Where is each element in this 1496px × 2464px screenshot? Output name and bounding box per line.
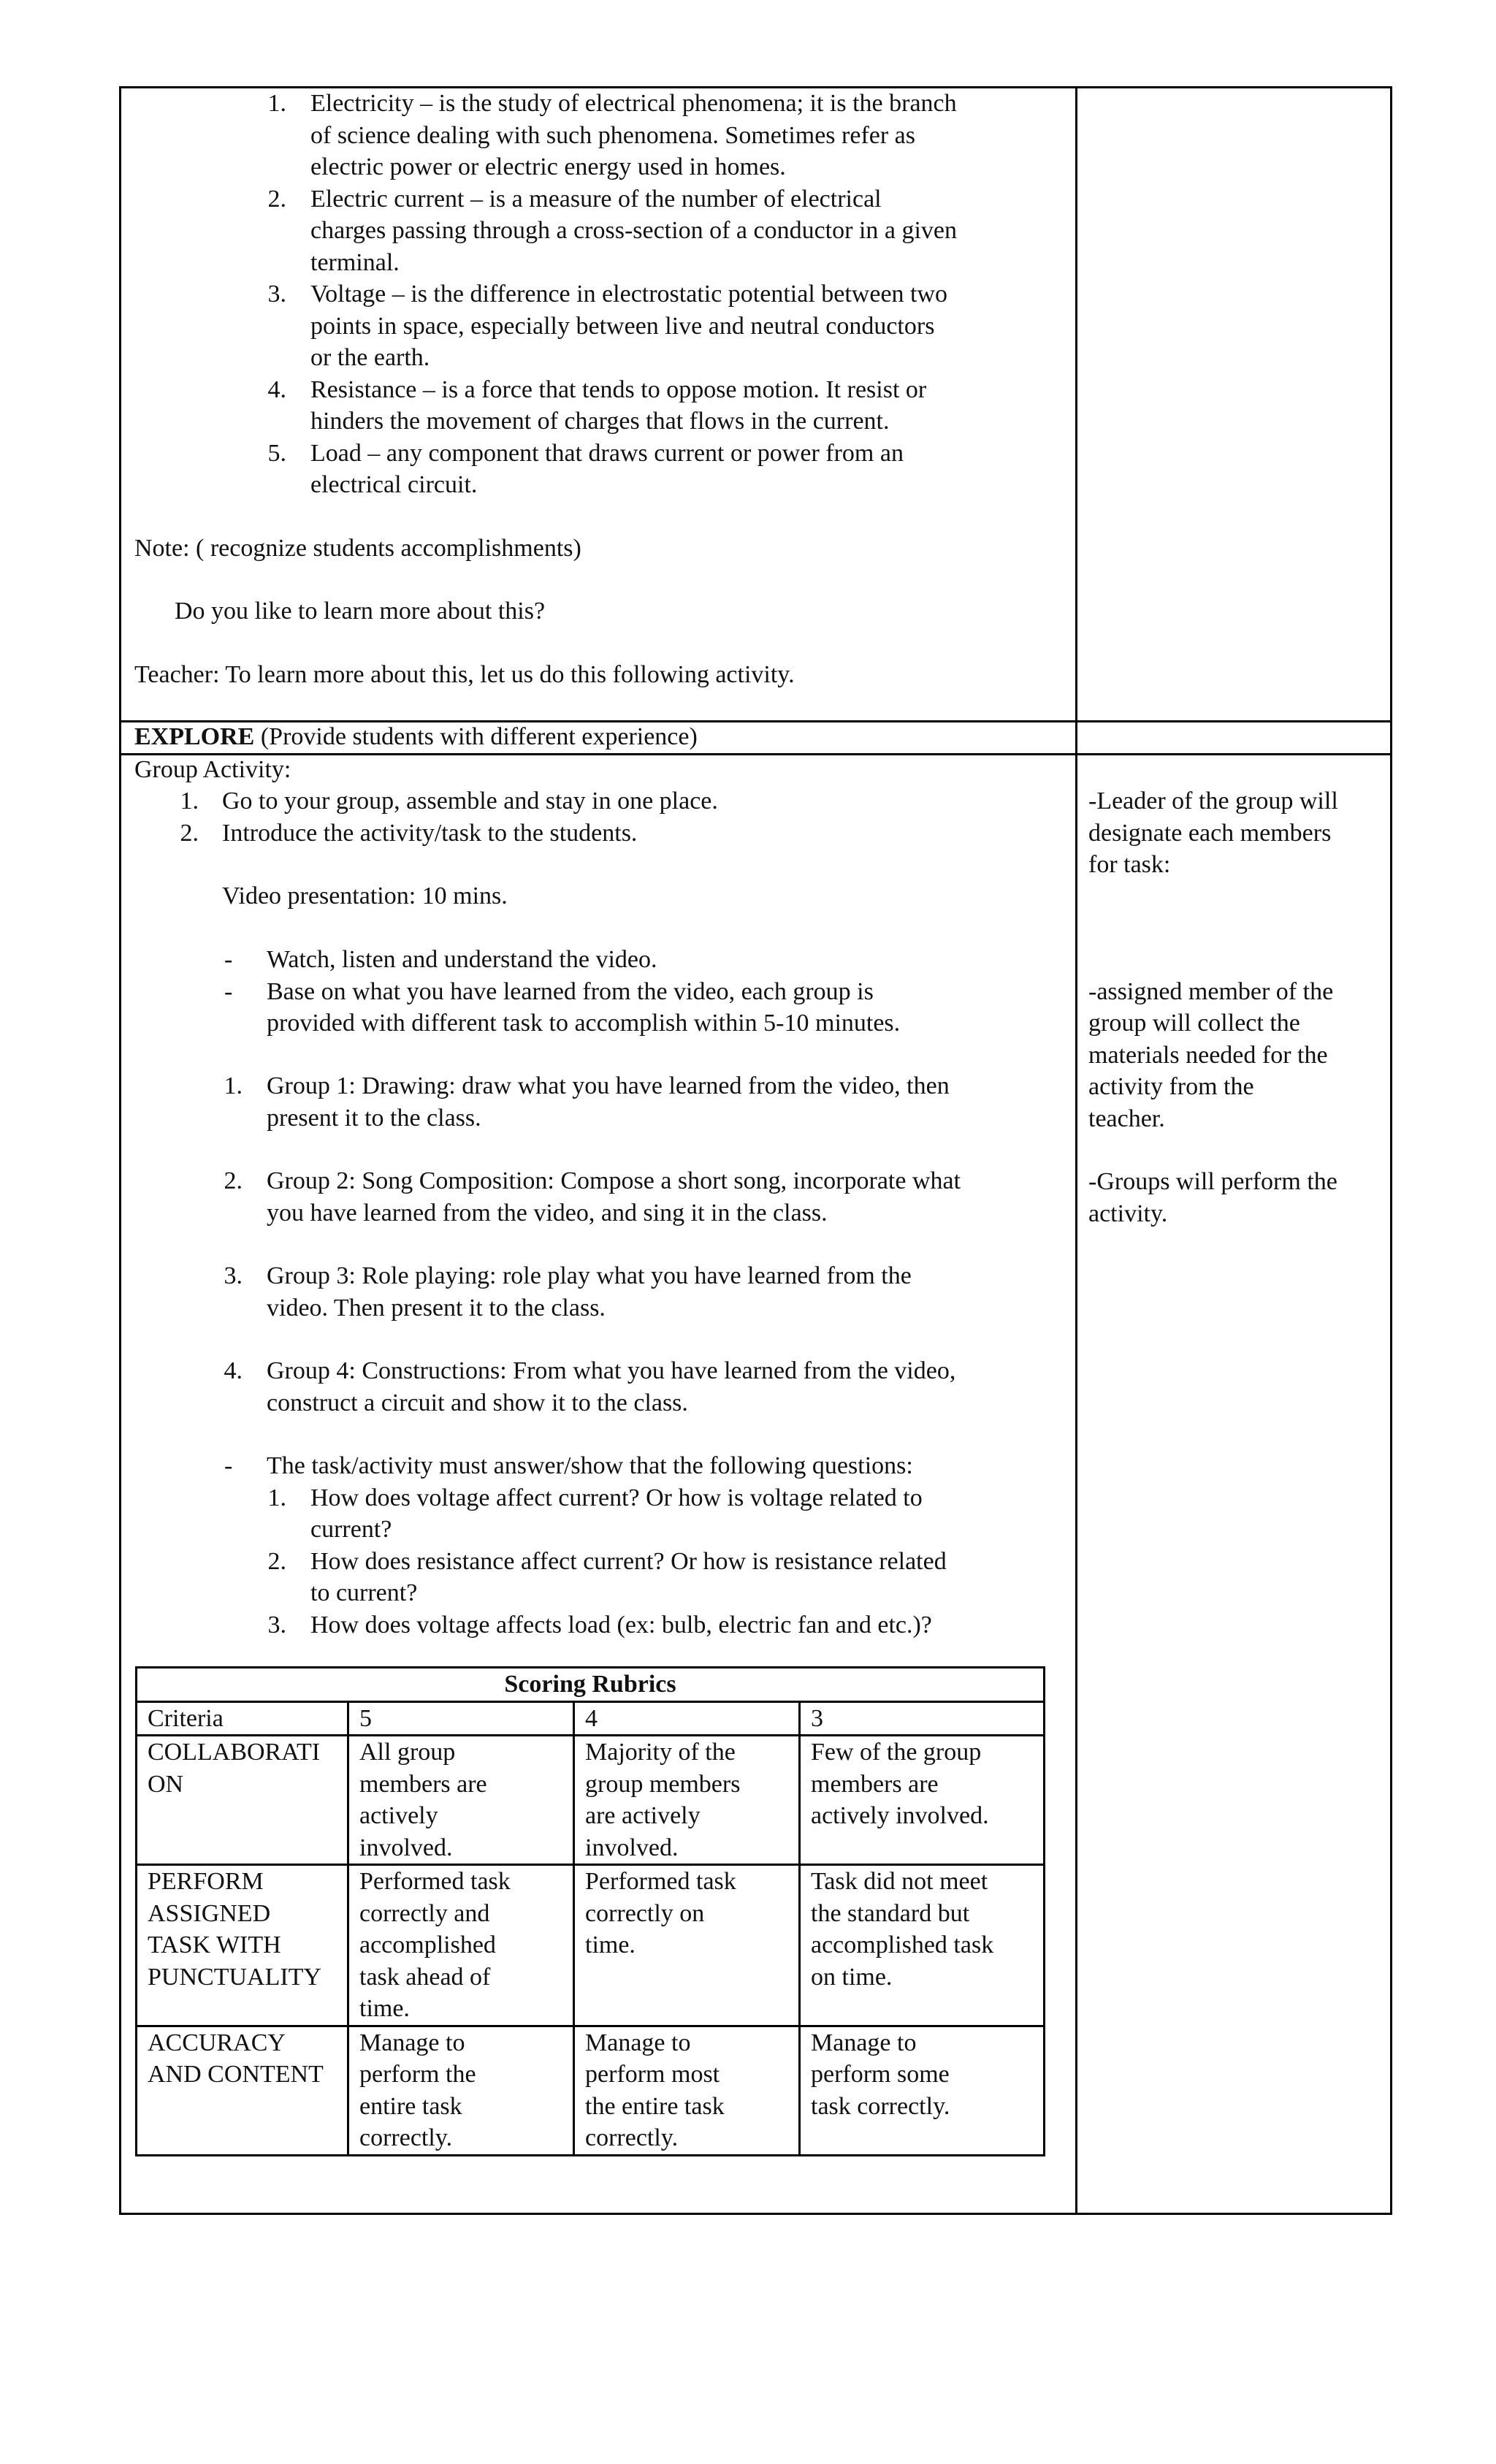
- cell-line: ASSIGNED: [148, 1899, 271, 1927]
- cell-line: the entire task: [585, 2092, 725, 2120]
- task-bullet-text: The task/activity must answer/show that the following questions:: [267, 1452, 913, 1479]
- cell-line: actively: [359, 1802, 438, 1829]
- cell-line: actively involved.: [811, 1802, 989, 1829]
- cell-line: time.: [359, 1995, 410, 2022]
- rubric-header: 4: [574, 1701, 800, 1736]
- cell-line: on time.: [811, 1963, 893, 1991]
- cell-line: correctly.: [359, 2124, 453, 2151]
- cell-line: PUNCTUALITY: [148, 1963, 321, 1991]
- definition-line: Electric current – is a measure of the number of electrical: [310, 185, 882, 213]
- definition-line: terminal.: [310, 248, 400, 276]
- explore-description: (Provide students with different experience): [254, 723, 698, 750]
- list-number: 3.: [267, 281, 286, 308]
- rubric-criteria-cell: [137, 1865, 348, 2026]
- question-line: How does resistance affect current? Or how is resistance related: [310, 1547, 947, 1575]
- cell-line: perform the: [359, 2061, 476, 2088]
- cell-line: correctly.: [585, 2124, 679, 2151]
- cell-line: the standard but: [811, 1899, 970, 1927]
- list-number: 4.: [267, 375, 286, 403]
- rubric-header: Criteria: [137, 1701, 348, 1736]
- explore-heading: [134, 721, 698, 753]
- rubric-cell: [348, 2026, 574, 2155]
- cell-line: ON: [148, 1770, 184, 1798]
- cell-line: correctly on: [585, 1899, 705, 1927]
- note-line: materials needed for the: [1088, 1041, 1328, 1069]
- rubric-cell: [800, 1736, 1045, 1865]
- rubric-cell: [800, 2026, 1045, 2155]
- row-divider-explore-bottom: [119, 753, 1392, 755]
- cell-line: are actively: [585, 1802, 701, 1829]
- cell-line: accomplished task: [811, 1931, 994, 1958]
- question-line: How does voltage affects load (ex: bulb, electric fan and etc.)?: [310, 1611, 932, 1639]
- cell-line: PERFORM: [148, 1868, 264, 1895]
- cell-line: involved.: [585, 1834, 679, 1861]
- definition-line: electrical circuit.: [310, 471, 478, 498]
- group-number: 1.: [224, 1072, 243, 1099]
- cell-line: correctly and: [359, 1899, 490, 1927]
- question-number: 3.: [267, 1611, 286, 1639]
- question-number: 2.: [267, 1547, 286, 1575]
- column-divider: [1075, 86, 1077, 2215]
- definition-line: of science dealing with such phenomena. Sometimes refer as: [310, 121, 916, 149]
- bullet-line: Watch, listen and understand the video.: [267, 946, 657, 973]
- cell-line: task ahead of: [359, 1963, 491, 1991]
- group-number: 3.: [224, 1262, 243, 1289]
- bullet-line: Base on what you have learned from the video, each group is: [267, 977, 874, 1005]
- note-line: -Leader of the group will: [1088, 787, 1338, 815]
- cell-line: members are: [359, 1770, 487, 1798]
- cell-line: TASK WITH: [148, 1931, 281, 1958]
- rubric-criteria-cell: [137, 2026, 348, 2155]
- definition-line: electric power or electric energy used in homes.: [310, 153, 786, 180]
- note-line: -Groups will perform the: [1088, 1168, 1337, 1195]
- bullet-mark: -: [224, 1452, 233, 1479]
- cell-line: entire task: [359, 2092, 462, 2120]
- definition-line: points in space, especially between live and neutral conductors: [310, 312, 935, 340]
- cell-line: ACCURACY: [148, 2029, 286, 2056]
- definition-line: or the earth.: [310, 344, 430, 371]
- cell-line: Performed task: [585, 1868, 736, 1895]
- note-line: for task:: [1088, 851, 1171, 878]
- definition-line: Electricity – is the study of electrical phenomena; it is the branch: [310, 90, 957, 117]
- cell-line: task correctly.: [811, 2092, 950, 2120]
- rubric-cell: [348, 1736, 574, 1865]
- cell-line: perform some: [811, 2061, 950, 2088]
- cell-line: time.: [585, 1931, 636, 1958]
- cell-line: perform most: [585, 2061, 720, 2088]
- note-text: Note: ( recognize students accomplishments): [134, 535, 581, 562]
- explore-label: EXPLORE: [134, 723, 255, 750]
- definition-line: Voltage – is the difference in electrostatic potential between two: [310, 281, 948, 308]
- bullet-mark: -: [224, 977, 233, 1005]
- cell-line: Manage to: [585, 2029, 691, 2056]
- rubric-header: 5: [348, 1701, 574, 1736]
- list-number: 1.: [267, 90, 286, 117]
- group-number: 2.: [224, 1167, 243, 1194]
- group-line: video. Then present it to the class.: [267, 1294, 606, 1321]
- list-number: 5.: [267, 439, 286, 467]
- definition-line: charges passing through a cross-section of a conductor in a given: [310, 217, 958, 244]
- rubric-cell: [574, 2026, 800, 2155]
- rubric-header: 3: [800, 1701, 1045, 1736]
- step-text: Introduce the activity/task to the students.: [222, 819, 638, 847]
- note-line: activity from the: [1088, 1073, 1254, 1100]
- definition-line: hinders the movement of charges that flows in the current.: [310, 408, 890, 435]
- question-number: 1.: [267, 1484, 286, 1511]
- rubric-cell: [800, 1865, 1045, 2026]
- group-line: present it to the class.: [267, 1104, 481, 1132]
- teacher-text: Teacher: To learn more about this, let us do this following activity.: [134, 661, 795, 688]
- cell-line: Majority of the: [585, 1739, 736, 1766]
- group-line: you have learned from the video, and sing it in the class.: [267, 1199, 828, 1227]
- definition-line: Resistance – is a force that tends to oppose motion. It resist or: [310, 375, 927, 403]
- rubric-cell: [348, 1865, 574, 2026]
- definition-line: Load – any component that draws current or power from an: [310, 439, 904, 467]
- question-text: Do you like to learn more about this?: [175, 598, 546, 625]
- group-line: construct a circuit and show it to the class.: [267, 1389, 688, 1416]
- group-line: Group 3: Role playing: role play what you have learned from the: [267, 1262, 912, 1289]
- bullet-mark: -: [224, 946, 233, 973]
- note-line: -assigned member of the: [1088, 977, 1334, 1005]
- rubric-cell: [574, 1865, 800, 2026]
- group-line: Group 4: Constructions: From what you have learned from the video,: [267, 1357, 956, 1384]
- cell-line: involved.: [359, 1834, 453, 1861]
- group-number: 4.: [224, 1357, 243, 1384]
- step-number: 1.: [180, 787, 199, 815]
- question-line: current?: [310, 1516, 392, 1543]
- cell-line: Task did not meet: [811, 1868, 988, 1895]
- cell-line: Manage to: [811, 2029, 917, 2056]
- question-line: to current?: [310, 1579, 418, 1606]
- bullet-line: provided with different task to accomplish within 5-10 minutes.: [267, 1010, 901, 1037]
- cell-line: Few of the group: [811, 1739, 982, 1766]
- cell-line: members are: [811, 1770, 939, 1798]
- note-line: teacher.: [1088, 1105, 1165, 1132]
- cell-line: Performed task: [359, 1868, 511, 1895]
- question-line: How does voltage affect current? Or how is voltage related to: [310, 1484, 923, 1511]
- group-activity-label: Group Activity:: [134, 756, 291, 783]
- rubric-criteria-cell: [137, 1736, 348, 1865]
- note-line: designate each members: [1088, 819, 1332, 847]
- video-presentation: Video presentation: 10 mins.: [222, 882, 508, 909]
- cell-line: Manage to: [359, 2029, 465, 2056]
- scoring-rubric-table: [135, 1666, 1045, 2156]
- step-text: Go to your group, assemble and stay in one place.: [222, 787, 718, 815]
- cell-line: COLLABORATI: [148, 1739, 321, 1766]
- cell-line: accomplished: [359, 1931, 496, 1958]
- cell-line: AND CONTENT: [148, 2061, 324, 2088]
- note-line: activity.: [1088, 1199, 1168, 1227]
- rubric-cell: [574, 1736, 800, 1865]
- cell-line: group members: [585, 1770, 741, 1798]
- cell-line: All group: [359, 1739, 456, 1766]
- rubric-caption: Scoring Rubrics: [137, 1668, 1045, 1702]
- group-line: Group 2: Song Composition: Compose a short song, incorporate what: [267, 1167, 961, 1194]
- list-number: 2.: [267, 185, 286, 213]
- note-line: group will collect the: [1088, 1010, 1300, 1037]
- step-number: 2.: [180, 819, 199, 847]
- group-line: Group 1: Drawing: draw what you have learned from the video, then: [267, 1072, 950, 1099]
